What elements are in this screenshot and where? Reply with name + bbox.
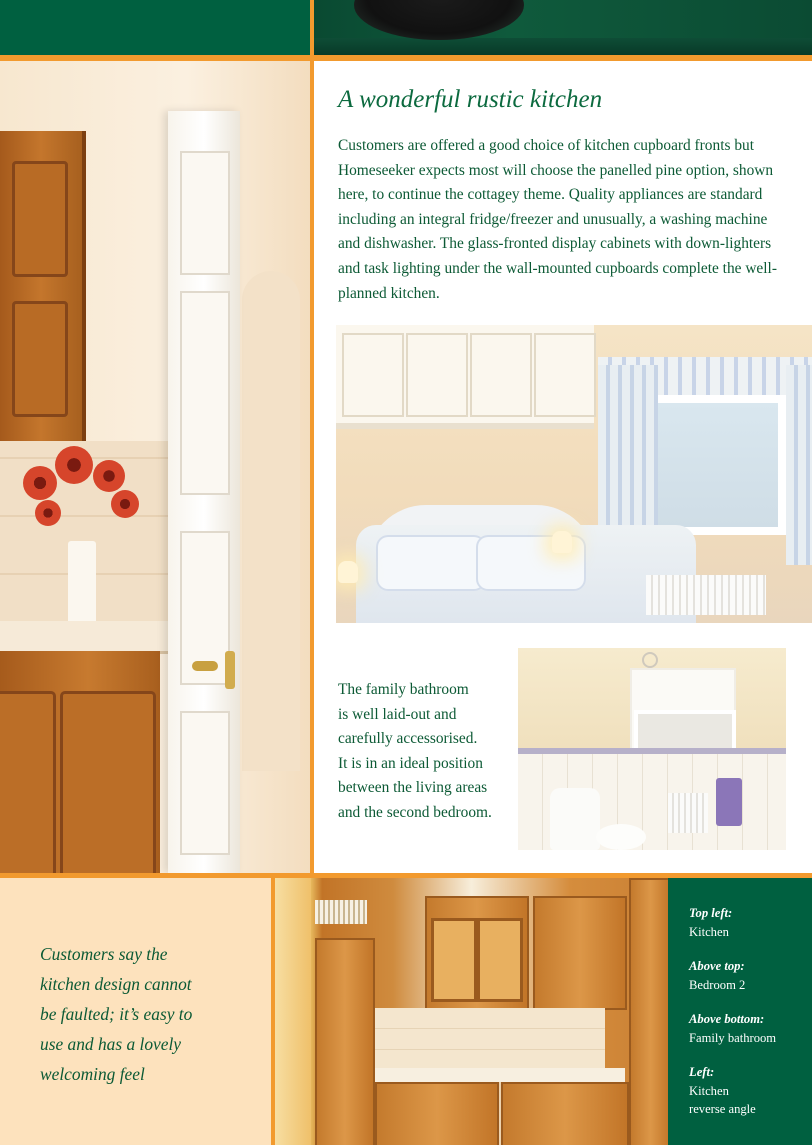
- vent-grille: [315, 900, 367, 924]
- worktop: [0, 621, 175, 654]
- glass-cabinet-door: [477, 918, 523, 1002]
- quote-line: kitchen design cannot: [40, 974, 192, 994]
- overbed-cupboards: [336, 325, 594, 429]
- caption-line: and the second bedroom.: [338, 803, 492, 821]
- vase: [68, 541, 96, 629]
- pan-image: [354, 0, 524, 40]
- bedside-lamp: [338, 561, 358, 583]
- door-frame: [275, 878, 311, 1145]
- open-door: [168, 111, 240, 873]
- wall-cupboard: [0, 131, 86, 441]
- caption-line: carefully accessorised.: [338, 730, 478, 748]
- door-handle: [192, 661, 218, 671]
- caption-line: between the living areas: [338, 779, 488, 797]
- header-band-left: [0, 0, 310, 55]
- base-cupboard: [501, 1082, 629, 1145]
- window: [636, 395, 786, 535]
- base-cupboard: [0, 651, 160, 873]
- key-value: Family bathroom: [689, 1031, 777, 1045]
- key-heading-left: Left:: [689, 1065, 715, 1079]
- toilet-cistern: [550, 788, 600, 850]
- curtain-right: [786, 365, 812, 565]
- tall-cupboard: [629, 878, 668, 1145]
- key-heading-top-left: Top left:: [689, 906, 733, 920]
- flower-arrangement: [15, 446, 145, 546]
- quote-line: Customers say the: [40, 944, 168, 964]
- photo-kitchen-reverse-angle: [275, 878, 668, 1145]
- tiled-splashback: [375, 1008, 605, 1070]
- extractor-fan: [642, 652, 658, 668]
- pillow: [376, 535, 486, 591]
- article-intro: Customers are offered a good choice of kitchen cupboard fronts but Homeseeker expects most will choose the panelled pine option, shown here, to continue the cottagey theme. Quality appliances are standard including an integral fridge/freezer and unusually, a washing machine and dishwasher. The glass-fronted display cabinets with down-lighters and task lighting under the wall-mounted cupboards complete the well-planned kitchen.: [338, 137, 777, 302]
- tall-cupboard: [315, 938, 375, 1145]
- door-lock-plate: [225, 651, 235, 689]
- base-cupboard: [375, 1082, 499, 1145]
- archway: [242, 271, 300, 771]
- photo-kitchen-top-left: [0, 61, 310, 873]
- wall-cupboard: [533, 896, 627, 1010]
- key-value: Bedroom 2: [689, 978, 746, 992]
- radiator: [646, 575, 766, 615]
- article-heading: A wonderful rustic kitchen: [338, 86, 603, 113]
- bedside-lamp: [552, 531, 572, 553]
- toilet-bowl: [596, 824, 646, 850]
- caption-line: The family bathroom: [338, 681, 469, 698]
- photo-hob-and-pan: [314, 0, 812, 55]
- caption-line: is well laid-out and: [338, 705, 457, 723]
- photo-bedroom-2: [336, 325, 812, 623]
- worktop: [375, 1068, 625, 1082]
- key-value: Kitchen: [689, 1084, 729, 1098]
- bathroom-caption: [338, 678, 508, 826]
- photo-family-bathroom: [518, 648, 786, 850]
- key-heading-above-top: Above top:: [689, 959, 745, 973]
- quote-line: use and has a lovely: [40, 1034, 182, 1054]
- glass-cabinet-door: [431, 918, 477, 1002]
- key-value: Kitchen: [689, 925, 729, 939]
- key-value: reverse angle: [689, 1102, 756, 1116]
- key-heading-above-bottom: Above bottom:: [689, 1012, 765, 1026]
- towel: [716, 778, 742, 826]
- radiator: [668, 793, 708, 833]
- caption-line: It is in an ideal position: [338, 754, 483, 772]
- quote-line: be faulted; it’s easy to: [40, 1004, 193, 1024]
- quote-line: welcoming feel: [40, 1064, 145, 1084]
- pull-quote: [40, 939, 240, 1089]
